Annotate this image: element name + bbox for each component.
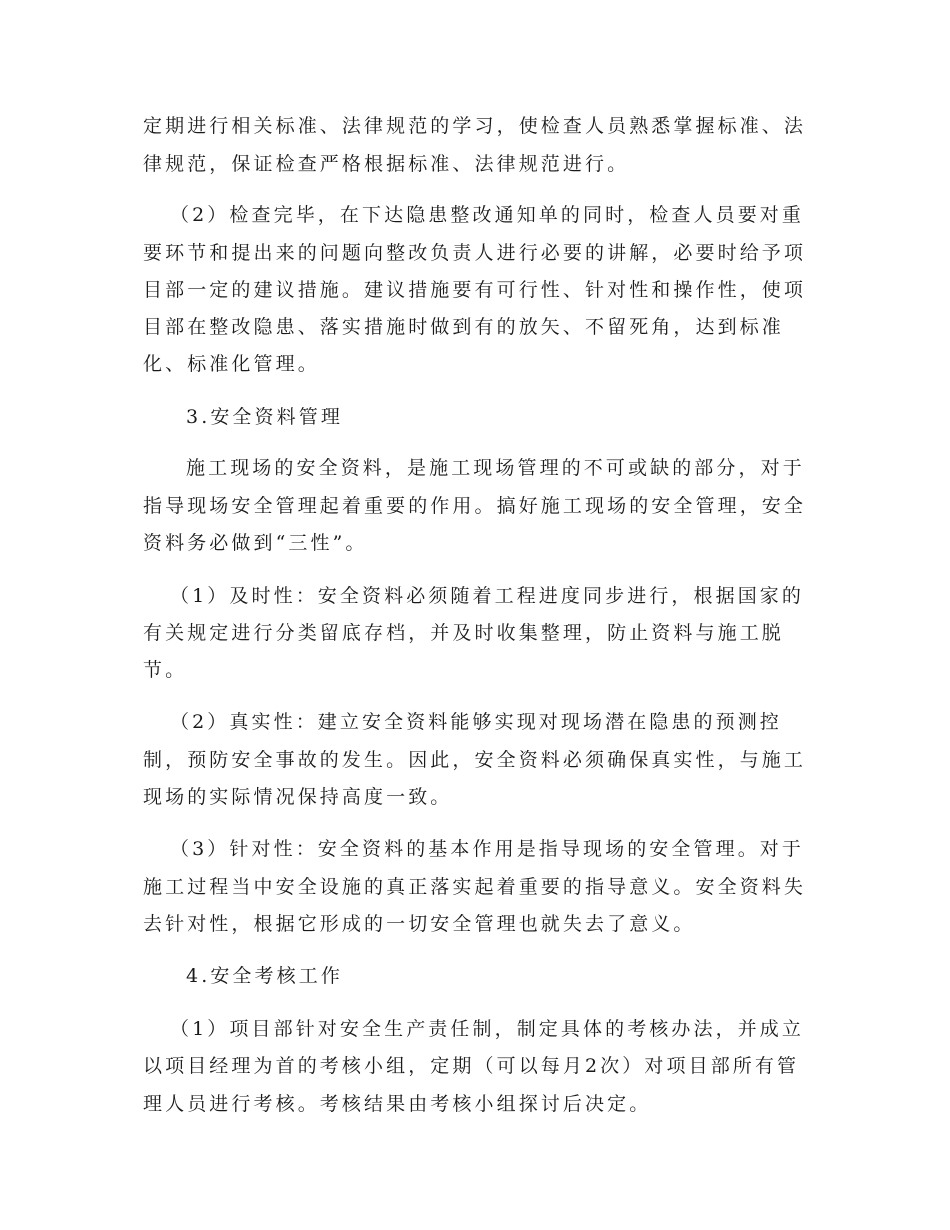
paragraph-line: 资料务必做到“三性”。 bbox=[143, 532, 368, 554]
section-heading: 3.安全资料管理 bbox=[186, 406, 343, 428]
paragraph-line: 制，预防安全事故的发生。因此，安全资料必须确保真实性，与施工 bbox=[143, 749, 807, 771]
paragraph-line: 目部一定的建议措施。建议措施要有可行性、针对性和操作性，使项 bbox=[143, 279, 807, 301]
paragraph-line: 现场的实际情况保持高度一致。 bbox=[143, 786, 453, 808]
paragraph-line: 律规范，保证检查严格根据标准、法律规范进行。 bbox=[143, 153, 630, 175]
paragraph-line: 理人员进行考核。考核结果由考核小组探讨后决定。 bbox=[143, 1093, 652, 1115]
section-heading: 4.安全考核工作 bbox=[186, 965, 343, 987]
paragraph-line: 有关规定进行分类留底存档，并及时收集整理，防止资料与施工脱 bbox=[143, 622, 784, 644]
paragraph-line: （1）及时性：安全资料必须随着工程进度同步进行，根据国家的 bbox=[170, 585, 804, 607]
paragraph-line: （1）项目部针对安全生产责任制，制定具体的考核办法，并成立 bbox=[170, 1018, 804, 1040]
paragraph-line: 定期进行相关标准、法律规范的学习，使检查人员熟悉掌握标准、法 bbox=[143, 115, 807, 137]
paragraph-line: （3）针对性：安全资料的基本作用是指导现场的安全管理。对于 bbox=[170, 838, 804, 860]
paragraph-line: （2）检查完毕，在下达隐患整改通知单的同时，检查人员要对重 bbox=[170, 204, 804, 226]
paragraph-line: 要环节和提出来的问题向整改负责人进行必要的讲解，必要时给予项 bbox=[143, 242, 807, 264]
paragraph-line: 施工过程当中安全设施的真正落实起着重要的指导意义。安全资料失 bbox=[143, 876, 807, 898]
paragraph-line: 以项目经理为首的考核小组，定期（可以每月2次）对项目部所有管 bbox=[143, 1055, 800, 1077]
paragraph-line: （2）真实性：建立安全资料能够实现对现场潜在隐患的预测控 bbox=[170, 711, 782, 733]
paragraph-line: 化、标准化管理。 bbox=[143, 353, 320, 375]
paragraph-line: 去针对性，根据它形成的一切安全管理也就失去了意义。 bbox=[143, 913, 696, 935]
paragraph-line: 指导现场安全管理起着重要的作用。搞好施工现场的安全管理，安全 bbox=[143, 495, 807, 517]
paragraph-line: 节。 bbox=[143, 659, 188, 681]
paragraph-line: 施工现场的安全资料，是施工现场管理的不可或缺的部分，对于 bbox=[186, 457, 805, 479]
paragraph-line: 目部在整改隐患、落实措施时做到有的放矢、不留死角，达到标准 bbox=[143, 316, 784, 338]
